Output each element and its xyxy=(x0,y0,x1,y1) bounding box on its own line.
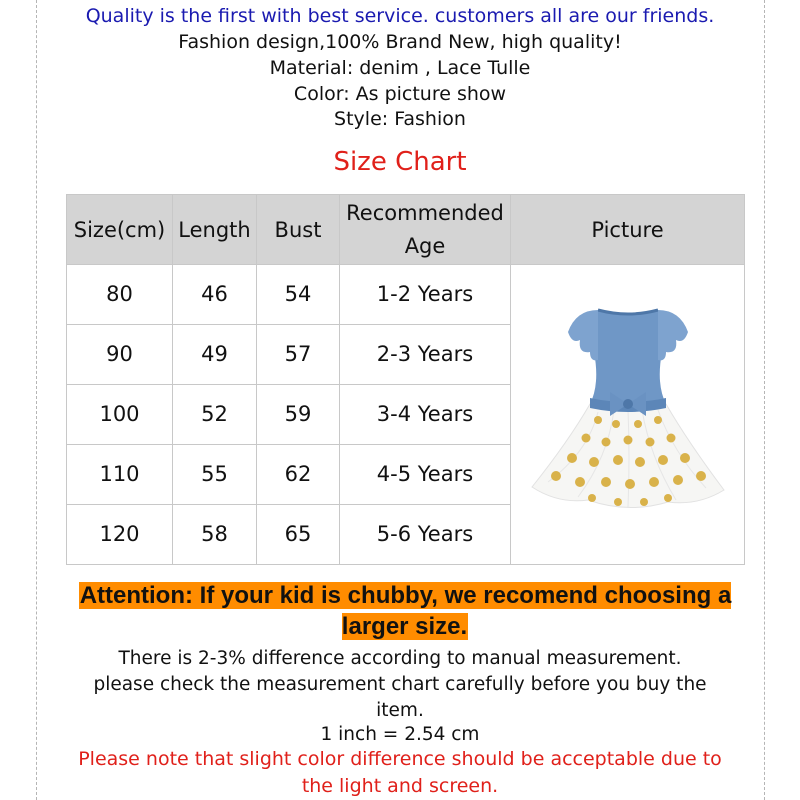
cell-bust: 54 xyxy=(257,265,340,325)
inch-conversion: 1 inch = 2.54 cm xyxy=(320,724,480,745)
color-line: Color: As picture show xyxy=(293,83,507,105)
cell-size: 110 xyxy=(67,444,173,504)
cell-bust: 62 xyxy=(257,444,340,504)
cell-size: 90 xyxy=(67,324,173,384)
cell-age: 2-3 Years xyxy=(340,324,511,384)
cell-length: 55 xyxy=(173,444,257,504)
table-row xyxy=(67,265,745,325)
feature-line: Fashion design,100% Brand New, high quality! xyxy=(178,31,622,53)
dress-image xyxy=(528,292,728,532)
column-header-size: Size(cm) xyxy=(67,195,173,265)
cell-length: 58 xyxy=(173,504,257,564)
cell-length: 49 xyxy=(173,324,257,384)
cell-bust: 65 xyxy=(257,504,340,564)
column-header-age-label: Recommended Age xyxy=(346,200,504,258)
measurement-note xyxy=(70,646,730,724)
size-chart-table xyxy=(66,194,745,565)
cell-size: 120 xyxy=(67,504,173,564)
difference-note: There is 2-3% difference according to manual measurement. xyxy=(118,648,682,669)
color-difference-warning: Please note that slight color difference should be acceptable due to the light and screen. xyxy=(78,748,722,797)
size-chart-title: Size Chart xyxy=(333,147,467,177)
cell-bust: 57 xyxy=(257,324,340,384)
picture-cell xyxy=(511,265,745,565)
cell-length: 52 xyxy=(173,384,257,444)
cell-age: 5-6 Years xyxy=(340,504,511,564)
column-header-bust: Bust xyxy=(257,195,340,265)
cell-size: 100 xyxy=(67,384,173,444)
table-header-row xyxy=(67,195,745,265)
check-chart-note: please check the measurement chart carefully before you buy the item. xyxy=(93,674,707,721)
tagline: Quality is the first with best service. customers all are our friends. xyxy=(85,5,715,27)
cell-age: 4-5 Years xyxy=(340,444,511,504)
attention-banner xyxy=(66,580,744,642)
style-line: Style: Fashion xyxy=(334,108,466,130)
material-line: Material: denim , Lace Tulle xyxy=(269,57,531,79)
cell-length: 46 xyxy=(173,265,257,325)
cell-age: 3-4 Years xyxy=(340,384,511,444)
column-header-picture: Picture xyxy=(511,195,745,265)
column-header-age xyxy=(340,195,511,265)
attention-text: Attention: If your kid is chubby, we recomend choosing a larger size. xyxy=(79,582,732,640)
cell-size: 80 xyxy=(67,265,173,325)
cell-age: 1-2 Years xyxy=(340,265,511,325)
column-header-length: Length xyxy=(173,195,257,265)
cell-bust: 59 xyxy=(257,384,340,444)
